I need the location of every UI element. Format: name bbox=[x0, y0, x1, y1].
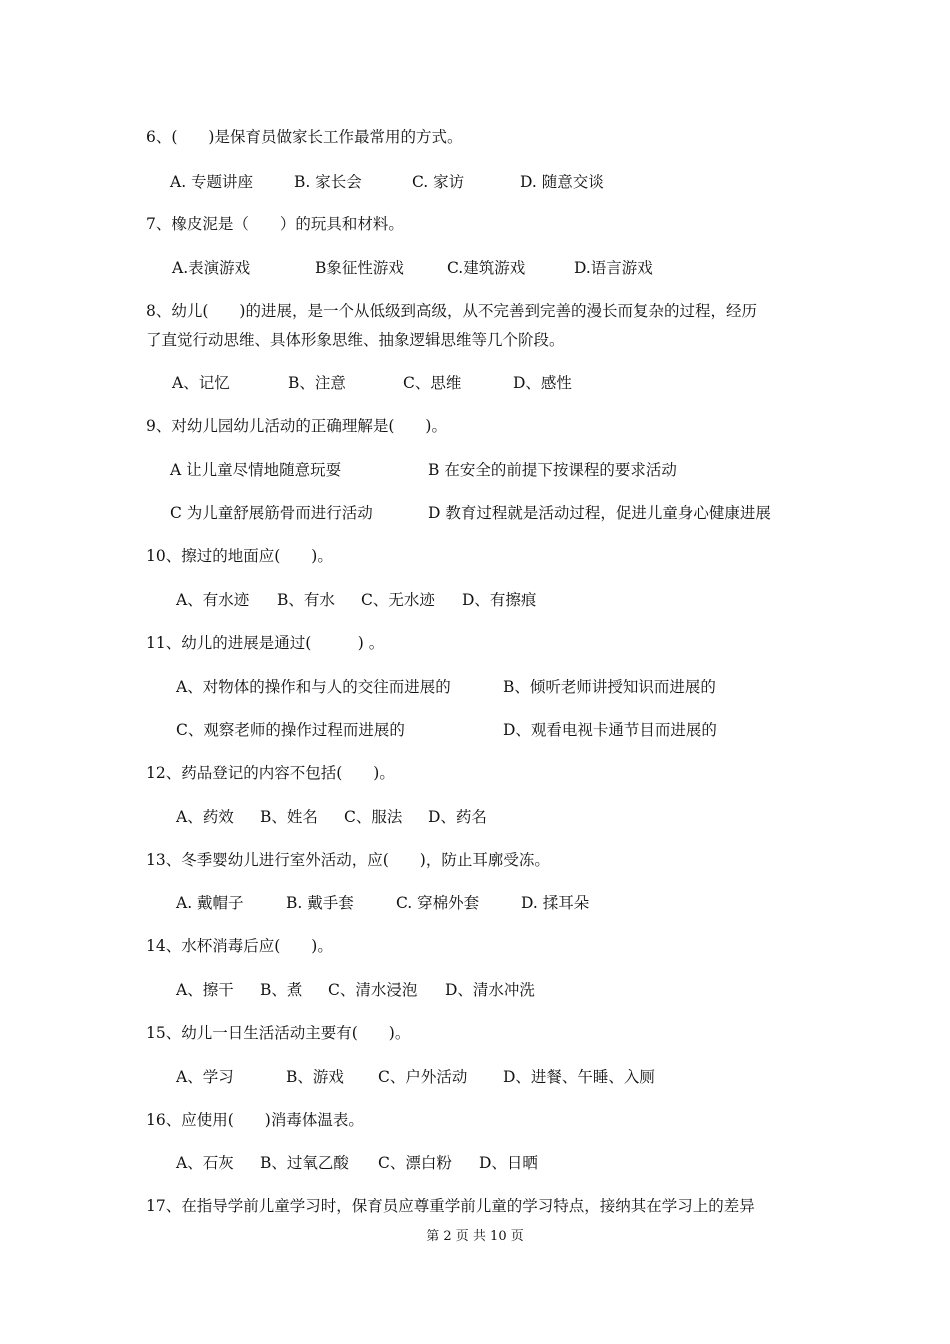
q6-option-c: C. 家访 bbox=[412, 173, 465, 191]
q14-option-d: D、清水冲洗 bbox=[445, 981, 535, 999]
q12-option-d: D、药名 bbox=[428, 808, 487, 826]
q14-option-c: C、清水浸泡 bbox=[328, 981, 418, 999]
q9-option-d: D 教育过程就是活动过程，促进儿童身心健康进展 bbox=[428, 504, 771, 522]
q6-option-d: D. 随意交谈 bbox=[520, 173, 604, 191]
question-8-stem: 8、幼儿( )的进展，是一个从低级到高级，从不完善到完善的漫长而复杂的过程，经历 bbox=[146, 302, 757, 320]
q11-option-a: A、对物体的操作和与人的交往而进展的 bbox=[176, 678, 451, 696]
q6-option-a: A. 专题讲座 bbox=[170, 173, 254, 191]
q10-option-a: A、有水迹 bbox=[176, 591, 250, 609]
question-9-stem: 9、对幼儿园幼儿活动的正确理解是( )。 bbox=[146, 417, 447, 435]
q7-option-a: A.表演游戏 bbox=[172, 259, 251, 277]
q16-option-a: A、石灰 bbox=[176, 1154, 234, 1172]
question-15-stem: 15、幼儿一日生活活动主要有( )。 bbox=[146, 1024, 411, 1042]
q12-option-b: B、姓名 bbox=[260, 808, 318, 826]
question-12-stem: 12、药品登记的内容不包括( )。 bbox=[146, 764, 395, 782]
question-14-stem: 14、水杯消毒后应( )。 bbox=[146, 937, 333, 955]
q10-option-d: D、有擦痕 bbox=[462, 591, 537, 609]
question-8-stem-line2: 了直觉行动思维、具体形象思维、抽象逻辑思维等几个阶段。 bbox=[146, 331, 565, 349]
question-10-stem: 10、擦过的地面应( )。 bbox=[146, 547, 333, 565]
q14-option-b: B、煮 bbox=[260, 981, 303, 999]
q15-option-a: A、学习 bbox=[176, 1068, 234, 1086]
q16-option-d: D、日晒 bbox=[479, 1154, 538, 1172]
q13-option-a: A. 戴帽子 bbox=[176, 894, 244, 912]
q12-option-c: C、服法 bbox=[344, 808, 403, 826]
q9-option-b: B 在安全的前提下按课程的要求活动 bbox=[428, 461, 677, 479]
q8-option-d: D、感性 bbox=[513, 374, 572, 392]
q16-option-c: C、漂白粉 bbox=[378, 1154, 452, 1172]
question-7-stem: 7、橡皮泥是（ ）的玩具和材料。 bbox=[146, 215, 404, 233]
question-16-stem: 16、应使用( )消毒体温表。 bbox=[146, 1111, 364, 1129]
q7-option-c: C.建筑游戏 bbox=[447, 259, 526, 277]
q13-option-c: C. 穿棉外套 bbox=[396, 894, 480, 912]
q13-option-d: D. 揉耳朵 bbox=[521, 894, 590, 912]
q15-option-c: C、户外活动 bbox=[378, 1068, 468, 1086]
question-11-stem: 11、幼儿的进展是通过( ) 。 bbox=[146, 634, 385, 652]
q12-option-a: A、药效 bbox=[176, 808, 234, 826]
q15-option-d: D、进餐、午睡、入厕 bbox=[503, 1068, 655, 1086]
q11-option-d: D、观看电视卡通节目而进展的 bbox=[503, 721, 717, 739]
question-13-stem: 13、冬季婴幼儿进行室外活动，应( )，防止耳廓受冻。 bbox=[146, 851, 550, 869]
q7-option-b: B象征性游戏 bbox=[315, 259, 404, 277]
q15-option-b: B、游戏 bbox=[286, 1068, 344, 1086]
q7-option-d: D.语言游戏 bbox=[574, 259, 653, 277]
q16-option-b: B、过氧乙酸 bbox=[260, 1154, 349, 1172]
question-6-stem: 6、( )是保育员做家长工作最常用的方式。 bbox=[146, 128, 463, 146]
q13-option-b: B. 戴手套 bbox=[286, 894, 354, 912]
q8-option-c: C、思维 bbox=[403, 374, 462, 392]
question-17-stem: 17、在指导学前儿童学习时，保育员应尊重学前儿童的学习特点，接纳其在学习上的差异 bbox=[146, 1197, 755, 1215]
q8-option-a: A、记忆 bbox=[172, 374, 230, 392]
q6-option-b: B. 家长会 bbox=[294, 173, 362, 191]
q9-option-a: A 让儿童尽情地随意玩耍 bbox=[170, 461, 342, 479]
q10-option-b: B、有水 bbox=[277, 591, 335, 609]
q11-option-b: B、倾听老师讲授知识而进展的 bbox=[503, 678, 716, 696]
q8-option-b: B、注意 bbox=[288, 374, 346, 392]
page-footer: 第 2 页 共 10 页 bbox=[426, 1229, 524, 1244]
q10-option-c: C、无水迹 bbox=[361, 591, 435, 609]
q11-option-c: C、观察老师的操作过程而进展的 bbox=[176, 721, 405, 739]
q9-option-c: C 为儿童舒展筋骨而进行活动 bbox=[170, 504, 373, 522]
q14-option-a: A、擦干 bbox=[176, 981, 234, 999]
